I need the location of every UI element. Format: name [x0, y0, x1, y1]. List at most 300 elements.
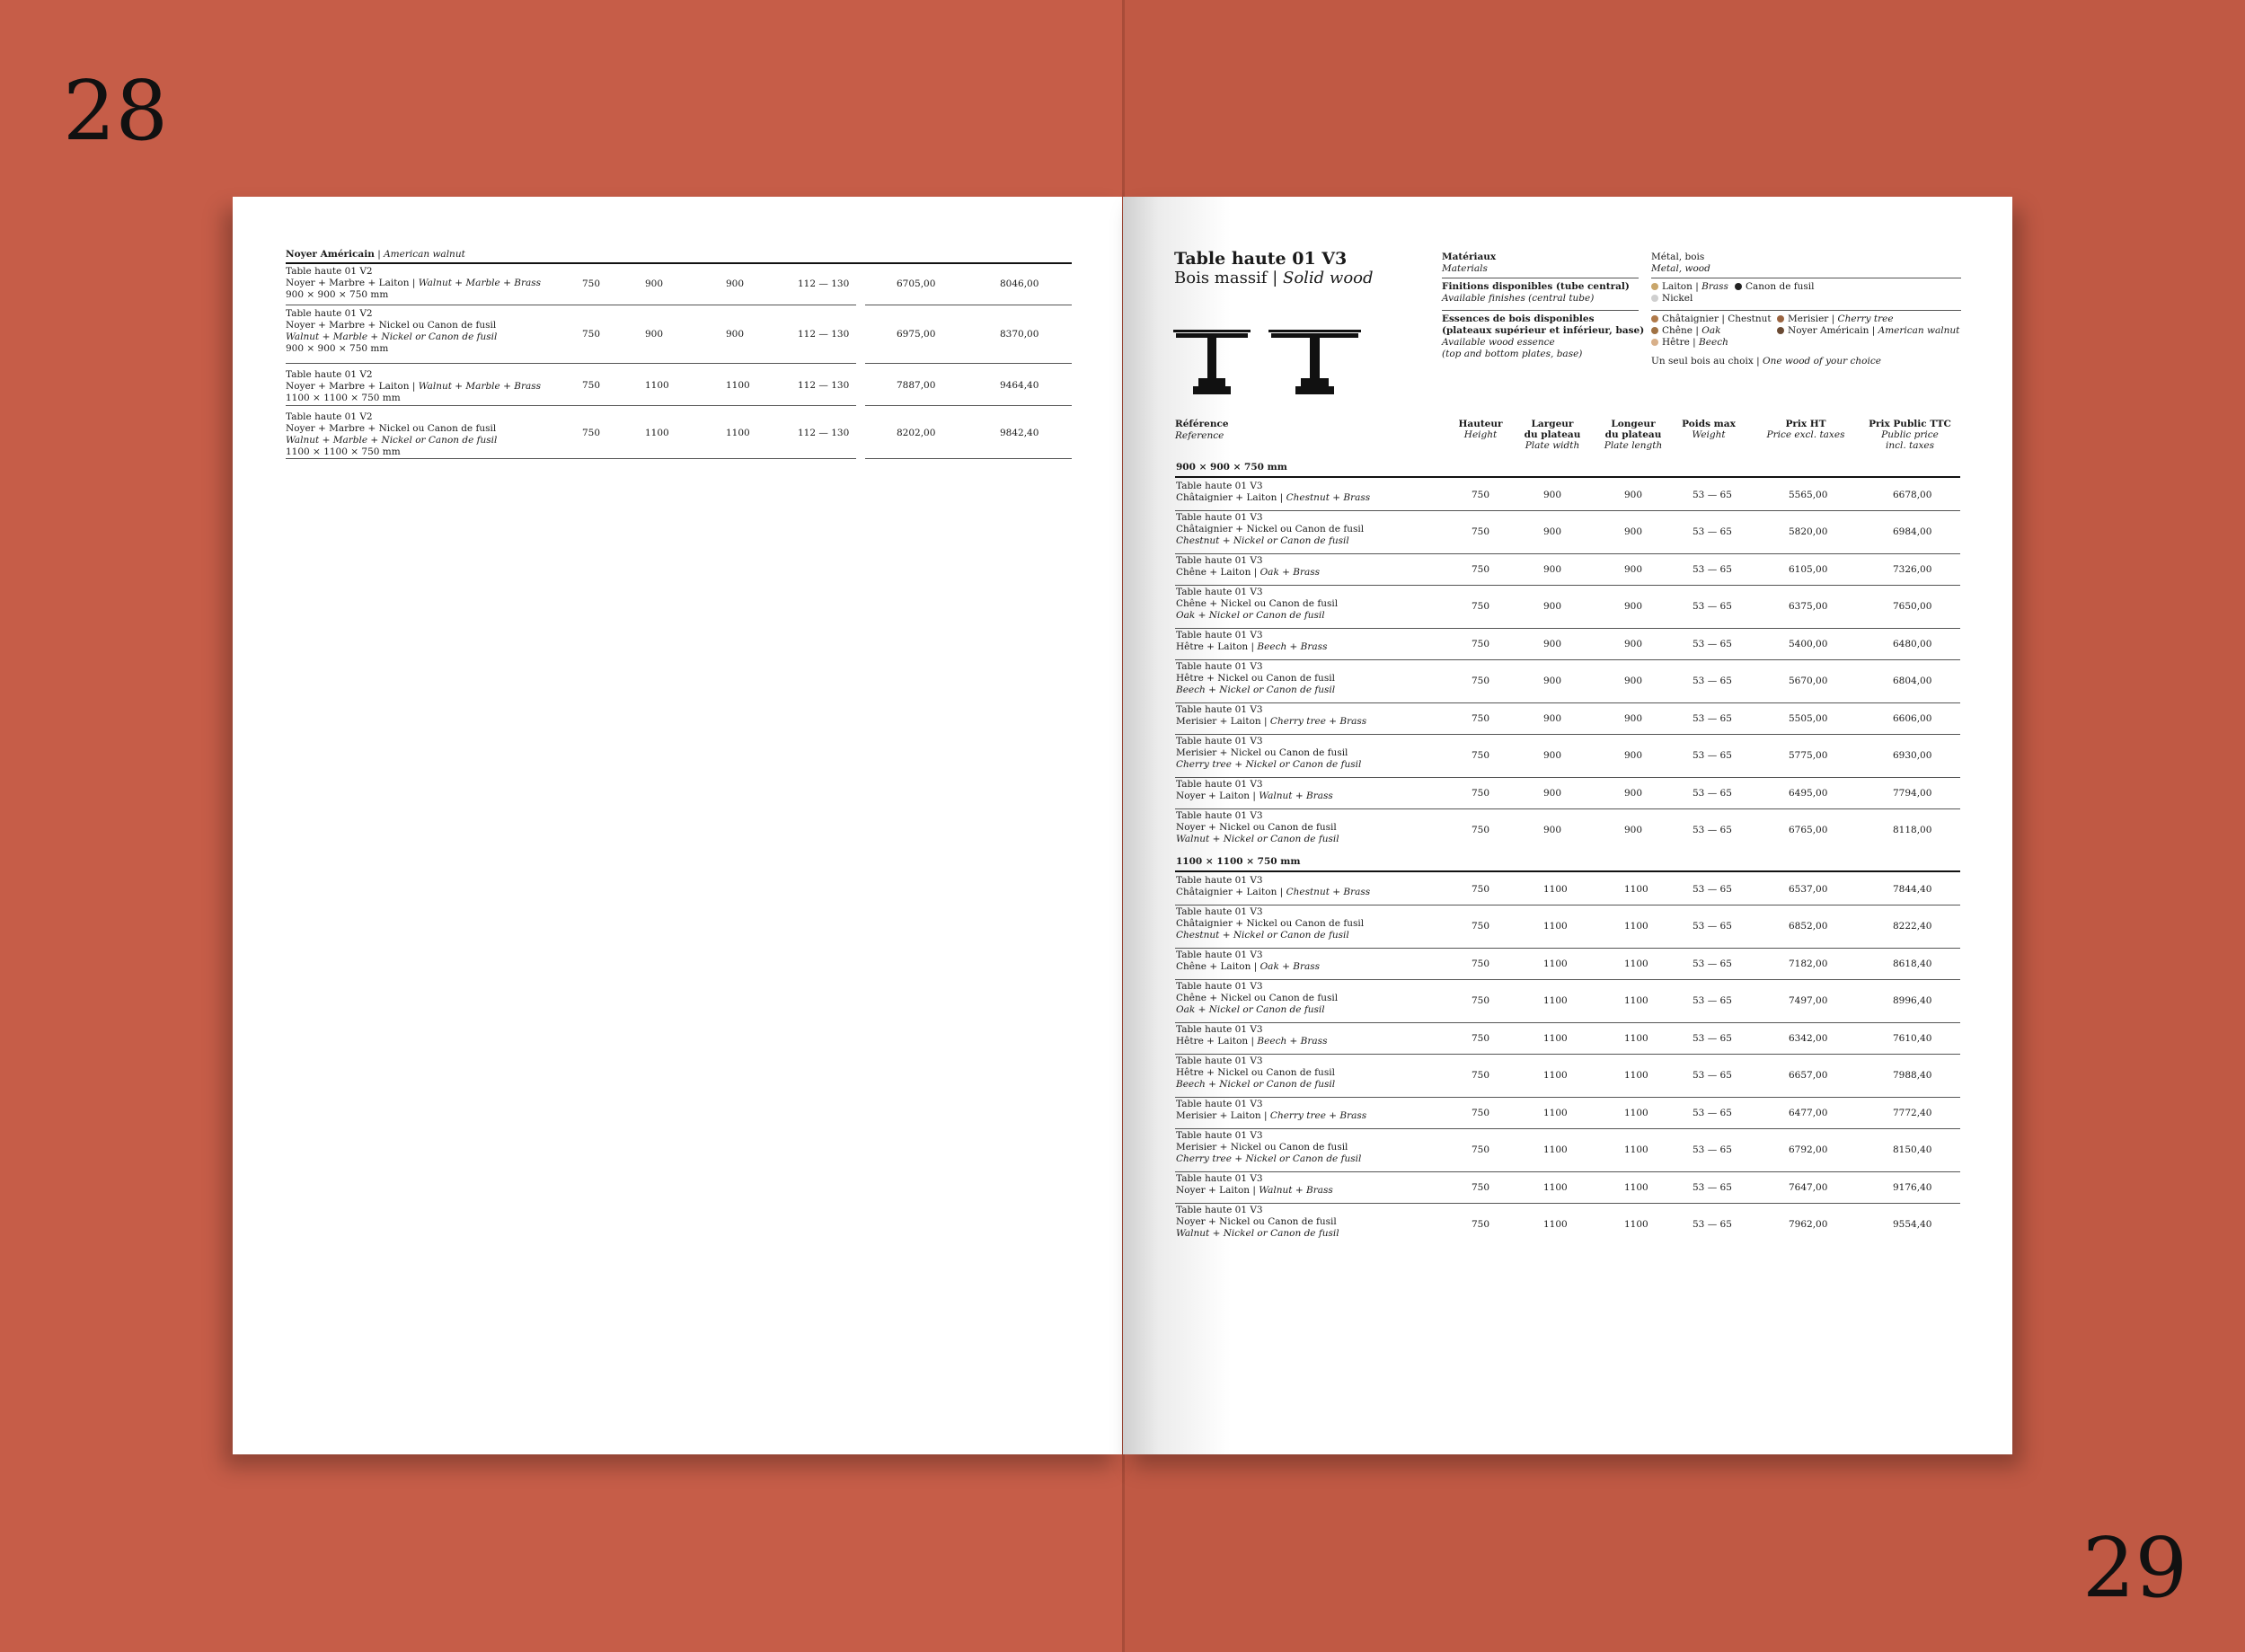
row-length: 900 [726, 329, 745, 340]
row-weight: 53 — 65 [1693, 713, 1732, 724]
row-materials: Merisier + Laiton | Cherry tree + Brass [1176, 716, 1367, 727]
specs-divider [1651, 310, 1961, 311]
row-length: 1100 [1624, 1108, 1648, 1118]
row-weight: 53 — 65 [1693, 884, 1732, 895]
wood-name-en: Chestnut [1728, 314, 1772, 324]
row-name: Table haute 01 V3 [1176, 587, 1263, 597]
row-reference [1176, 704, 1436, 728]
row-name: Table haute 01 V3 [1176, 736, 1263, 746]
row-weight: 53 — 65 [1693, 526, 1732, 537]
row-weight: 53 — 65 [1693, 1108, 1732, 1118]
header-weight-fr: Poids max [1682, 419, 1736, 429]
row-materials-en: Chestnut + Brass [1286, 492, 1371, 503]
row-reference [1176, 1099, 1436, 1122]
row-price-ttc: 6606,00 [1893, 713, 1932, 724]
row-materials-fr: Noyer + Marbre + Nickel ou Canon de fusil [286, 320, 497, 331]
row-height: 750 [1472, 1144, 1490, 1155]
table-row [1175, 905, 1960, 949]
row-materials: Noyer + Laiton | Walnut + Brass [1176, 1185, 1333, 1196]
row-reference [286, 411, 582, 458]
row-divider [865, 458, 1072, 459]
row-name: Table haute 01 V3 [1176, 481, 1263, 491]
wood-choice-fr: Un seul bois au choix [1651, 356, 1754, 367]
canon-swatch-icon [1735, 283, 1742, 290]
row-materials-fr: Chêne + Laiton [1176, 567, 1251, 578]
table-drawing-front-icon [1173, 330, 1251, 394]
row-price-ttc: 8996,40 [1893, 995, 1932, 1006]
table-row [1175, 1171, 1960, 1204]
row-price-ht: 6105,00 [1789, 564, 1828, 575]
finishes-list [1651, 281, 1957, 308]
row-price-ttc: 6804,00 [1893, 676, 1932, 686]
row-reference [286, 308, 582, 355]
row-materials-en: Beech + Brass [1257, 1036, 1328, 1047]
woods-label-en-line1: Available wood essence [1442, 337, 1555, 348]
row-divider [865, 363, 1072, 364]
row-materials-en: Walnut + Marble + Nickel or Canon de fusil [286, 435, 498, 446]
header-width-line2: du plateau [1524, 429, 1581, 440]
row-width: 900 [1543, 713, 1562, 724]
row-price-ht: 7647,00 [1789, 1182, 1828, 1193]
row-price-ht: 5775,00 [1789, 750, 1828, 761]
row-width: 900 [1543, 526, 1562, 537]
row-weight: 53 — 65 [1693, 1144, 1732, 1155]
row-materials [286, 423, 582, 435]
row-price-ht: 6375,00 [1789, 601, 1828, 612]
row-height: 750 [1472, 921, 1490, 932]
row-materials: Hêtre + Laiton | Beech + Brass [1176, 1036, 1328, 1047]
table-row [1175, 873, 1960, 906]
row-materials-fr: Noyer + Laiton [1176, 1185, 1251, 1196]
wood-choice-note: Un seul bois au choix | One wood of your choice [1651, 356, 1881, 367]
row-materials [286, 320, 582, 331]
laiton-swatch-icon [1651, 283, 1658, 290]
row-price-ttc: 9464,40 [1000, 380, 1039, 391]
row-reference [1176, 661, 1436, 696]
row-weight: 53 — 65 [1693, 1182, 1732, 1193]
row-materials-fr: Châtaignier + Laiton [1176, 887, 1277, 897]
row-materials: Noyer + Laiton | Walnut + Brass [1176, 791, 1333, 801]
header-length-en: Plate length [1604, 440, 1663, 451]
materials-label-fr: Matériaux [1442, 252, 1497, 262]
row-price-ht: 6477,00 [1789, 1108, 1828, 1118]
row-price-ttc: 9554,40 [1893, 1219, 1932, 1230]
row-length: 1100 [1624, 1182, 1648, 1193]
row-name: Table haute 01 V3 [1176, 1130, 1263, 1141]
row-materials: Noyer + Marbre + Laiton | Walnut + Marble + Brass [286, 381, 542, 392]
row-width: 1100 [1543, 921, 1568, 932]
row-materials-fr: Hêtre + Nickel ou Canon de fusil [1176, 673, 1335, 684]
row-price-ttc: 6984,00 [1893, 526, 1932, 537]
row-length: 900 [1624, 564, 1643, 575]
header-weight-en: Weight [1692, 429, 1726, 440]
beech-swatch-icon [1651, 339, 1658, 346]
row-length: 1100 [1624, 884, 1648, 895]
page-number-left: 28 [63, 63, 169, 159]
header-width [1516, 419, 1588, 451]
row-materials-fr: Merisier + Nickel ou Canon de fusil [1176, 1142, 1348, 1153]
row-length: 900 [1624, 490, 1643, 500]
row-price-ttc: 8046,00 [1000, 278, 1039, 289]
row-weight: 53 — 65 [1693, 825, 1732, 835]
row-materials-fr: Merisier + Laiton [1176, 1110, 1261, 1121]
header-ref-en: Reference [1175, 430, 1224, 441]
group-rule [1175, 476, 1960, 478]
row-weight: 53 — 65 [1693, 788, 1732, 799]
row-weight: 53 — 65 [1693, 564, 1732, 575]
table-row [1175, 659, 1960, 703]
row-materials-en: Chestnut + Nickel or Canon de fusil [1176, 930, 1349, 941]
row-price-ttc: 7988,40 [1893, 1070, 1932, 1081]
row-length: 1100 [726, 428, 750, 438]
woods-label [1442, 314, 1644, 360]
table-row [1175, 1128, 1960, 1172]
row-width: 900 [645, 278, 664, 289]
row-weight: 53 — 65 [1693, 959, 1732, 969]
row-height: 750 [1472, 884, 1490, 895]
row-name: Table haute 01 V3 [1176, 950, 1263, 960]
row-length: 900 [1624, 601, 1643, 612]
table-row [1175, 979, 1960, 1023]
header-ttc-fr: Prix Public TTC [1869, 419, 1951, 429]
finishes-label [1442, 281, 1630, 305]
header-length [1597, 419, 1669, 451]
header-reference [1175, 419, 1229, 442]
row-weight: 53 — 65 [1693, 750, 1732, 761]
row-materials: Hêtre + Laiton | Beech + Brass [1176, 641, 1328, 652]
finish-canon [1735, 281, 1815, 293]
product-heading [1174, 249, 1374, 288]
row-price-ht: 5400,00 [1789, 639, 1828, 649]
section-separator: | [374, 249, 384, 260]
row-name: Table haute 01 V3 [1176, 1099, 1263, 1109]
table-row [1175, 1203, 1960, 1246]
materials-value [1651, 252, 1710, 275]
row-price-ttc: 7772,40 [1893, 1108, 1932, 1118]
row-materials-fr: Noyer + Marbre + Laiton [286, 278, 410, 288]
row-weight: 53 — 65 [1693, 1033, 1732, 1044]
wood-name: Noyer Américain [1788, 325, 1869, 336]
table-row [1175, 808, 1960, 852]
row-materials-fr: Merisier + Laiton [1176, 716, 1261, 727]
row-length: 900 [1624, 676, 1643, 686]
wood-chataignier: Châtaignier | Chestnut [1651, 314, 1772, 325]
header-height-en: Height [1463, 429, 1498, 440]
finish-name-en: Brass [1701, 281, 1728, 292]
row-reference [1176, 950, 1436, 973]
row-weight: 53 — 65 [1693, 639, 1732, 649]
row-price-ttc: 9842,40 [1000, 428, 1039, 438]
left-table-row [286, 308, 1072, 363]
row-height: 750 [582, 329, 601, 340]
row-materials-en: Oak + Nickel or Canon de fusil [1176, 1004, 1325, 1015]
row-length: 900 [1624, 788, 1643, 799]
row-materials-fr: Noyer + Marbre + Nickel ou Canon de fusil [286, 423, 497, 434]
row-length: 1100 [1624, 1219, 1648, 1230]
row-reference [1176, 875, 1436, 898]
row-width: 1100 [1543, 1033, 1568, 1044]
row-materials-fr: Chêne + Laiton [1176, 961, 1251, 972]
row-height: 750 [582, 428, 601, 438]
row-materials-en: Walnut + Marble + Brass [418, 381, 542, 392]
table-row [1175, 1022, 1960, 1055]
row-materials-en: Walnut + Marble + Nickel or Canon de fusil [286, 331, 498, 342]
cherry-swatch-icon [1777, 315, 1784, 322]
left-section-header [286, 249, 1072, 264]
row-reference [1176, 1130, 1436, 1165]
row-materials-fr: Merisier + Nickel ou Canon de fusil [1176, 747, 1348, 758]
woods-label-line1: Essences de bois disponibles [1442, 314, 1595, 324]
table-row [1175, 1054, 1960, 1098]
wood-name-en: Cherry tree [1837, 314, 1894, 324]
wood-chene: Chêne | Oak [1651, 325, 1720, 337]
header-weight [1673, 419, 1745, 440]
header-price-ht [1761, 419, 1851, 440]
row-price-ht: 6975,00 [897, 329, 936, 340]
section-title: Noyer Américain [286, 249, 375, 260]
table-row [1175, 628, 1960, 660]
row-materials-en: Walnut + Brass [1259, 791, 1333, 801]
row-materials-en: Walnut + Nickel or Canon de fusil [1176, 1228, 1339, 1239]
row-price-ht: 6792,00 [1789, 1144, 1828, 1155]
row-reference [1176, 810, 1436, 845]
row-price-ttc: 7650,00 [1893, 601, 1932, 612]
product-subtitle [1174, 269, 1374, 288]
row-materials-en: Oak + Brass [1259, 961, 1321, 972]
header-height [1445, 419, 1516, 440]
row-weight: 53 — 65 [1693, 490, 1732, 500]
wood-noyer: Noyer Américain | American walnut [1777, 325, 1959, 337]
left-table-row [286, 266, 1072, 305]
row-price-ttc: 8618,40 [1893, 959, 1932, 969]
materials-value-en: Metal, wood [1651, 263, 1710, 274]
row-name: Table haute 01 V3 [1176, 1173, 1263, 1184]
row-width: 900 [1543, 676, 1562, 686]
row-height: 750 [1472, 959, 1490, 969]
row-name: Table haute 01 V3 [1176, 704, 1263, 715]
header-length-line1: Longeur [1611, 419, 1656, 429]
table-drawings [1173, 330, 1362, 398]
row-materials-en: Beech + Nickel or Canon de fusil [1176, 1079, 1336, 1090]
wood-choice-en: One wood of your choice [1762, 356, 1881, 367]
table-row [1175, 510, 1960, 554]
row-width: 900 [1543, 639, 1562, 649]
row-materials-en: Oak + Nickel or Canon de fusil [1176, 610, 1325, 621]
row-materials-fr: Châtaignier + Nickel ou Canon de fusil [1176, 524, 1365, 534]
row-reference [1176, 1024, 1436, 1047]
row-materials: Merisier + Laiton | Cherry tree + Brass [1176, 1110, 1367, 1121]
row-name: Table haute 01 V3 [1176, 981, 1263, 992]
row-width: 900 [1543, 564, 1562, 575]
row-price-ttc: 7794,00 [1893, 788, 1932, 799]
row-materials-en: Walnut + Brass [1259, 1185, 1333, 1196]
row-weight: 112 — 130 [798, 380, 850, 391]
row-price-ttc: 9176,40 [1893, 1182, 1932, 1193]
row-weight: 53 — 65 [1693, 995, 1732, 1006]
row-length: 900 [1624, 639, 1643, 649]
row-name: Table haute 01 V3 [1176, 1024, 1263, 1035]
row-name: Table haute 01 V3 [1176, 1205, 1263, 1215]
oak-swatch-icon [1651, 327, 1658, 334]
row-name: Table haute 01 V3 [1176, 661, 1263, 672]
wood-name: Chêne [1662, 325, 1693, 336]
subtitle-fr: Bois massif [1174, 269, 1268, 287]
row-length: 1100 [1624, 1070, 1648, 1081]
row-materials-fr: Noyer + Nickel ou Canon de fusil [1176, 1216, 1337, 1227]
row-weight: 53 — 65 [1693, 1219, 1732, 1230]
row-price-ht: 7962,00 [1789, 1219, 1828, 1230]
finish-name: Canon de fusil [1746, 281, 1815, 292]
row-price-ht: 6537,00 [1789, 884, 1828, 895]
row-price-ttc: 7844,40 [1893, 884, 1932, 895]
row-reference [286, 266, 582, 301]
row-reference [1176, 906, 1436, 941]
materials-label-en: Materials [1442, 263, 1488, 274]
left-table-row [286, 369, 1072, 405]
row-length: 900 [1624, 526, 1643, 537]
finish-name: Nickel [1662, 293, 1693, 304]
row-width: 1100 [1543, 1108, 1568, 1118]
row-weight: 53 — 65 [1693, 921, 1732, 932]
row-name: Table haute 01 V2 [286, 308, 373, 319]
wood-name: Merisier [1788, 314, 1829, 324]
group-label: 900 × 900 × 750 mm [1176, 462, 1287, 473]
row-weight: 112 — 130 [798, 278, 850, 289]
header-width-line1: Largeur [1531, 419, 1574, 429]
wood-name-en: Beech [1699, 337, 1728, 348]
row-name: Table haute 01 V2 [286, 369, 373, 380]
row-height: 750 [1472, 713, 1490, 724]
row-length: 900 [1624, 713, 1643, 724]
table-row [1175, 553, 1960, 586]
row-materials: Châtaignier + Laiton | Chestnut + Brass [1176, 887, 1371, 897]
row-width: 1100 [1543, 1182, 1568, 1193]
row-materials-fr: Noyer + Marbre + Laiton [286, 381, 410, 392]
row-width: 1100 [1543, 1144, 1568, 1155]
header-length-line2: du plateau [1604, 429, 1662, 440]
wood-name-en: American walnut [1878, 325, 1960, 336]
row-name: Table haute 01 V3 [1176, 630, 1263, 640]
row-materials-fr: Chêne + Nickel ou Canon de fusil [1176, 993, 1339, 1003]
table-drawing-side-icon [1268, 330, 1361, 394]
header-ref-fr: Référence [1175, 419, 1229, 429]
row-price-ht: 8202,00 [897, 428, 936, 438]
row-reference [1176, 587, 1436, 622]
header-height-fr: Hauteur [1458, 419, 1503, 429]
row-price-ht: 7497,00 [1789, 995, 1828, 1006]
row-name: Table haute 01 V3 [1176, 1056, 1263, 1066]
row-height: 750 [582, 380, 601, 391]
chestnut-swatch-icon [1651, 315, 1658, 322]
row-reference [1176, 555, 1436, 579]
row-price-ht: 6657,00 [1789, 1070, 1828, 1081]
row-reference [1176, 630, 1436, 653]
wood-hetre: Hêtre | Beech [1651, 337, 1728, 349]
wood-merisier: Merisier | Cherry tree [1777, 314, 1894, 325]
row-price-ttc: 6678,00 [1893, 490, 1932, 500]
group-rule [1175, 870, 1960, 872]
row-weight: 112 — 130 [798, 329, 850, 340]
row-height: 750 [1472, 490, 1490, 500]
wood-name-en: Oak [1701, 325, 1721, 336]
row-materials-fr: Châtaignier + Nickel ou Canon de fusil [1176, 918, 1365, 929]
row-price-ht: 6705,00 [897, 278, 936, 289]
row-price-ttc: 7326,00 [1893, 564, 1932, 575]
row-materials-fr: Noyer + Nickel ou Canon de fusil [1176, 822, 1337, 833]
row-reference [1176, 1205, 1436, 1240]
table-row [1175, 777, 1960, 809]
row-price-ht: 6495,00 [1789, 788, 1828, 799]
row-divider [286, 363, 856, 364]
row-materials: Noyer + Marbre + Laiton | Walnut + Marble + Brass [286, 278, 542, 288]
finish-nickel [1651, 293, 1693, 305]
left-table-row [286, 411, 1072, 458]
finishes-label-fr: Finitions disponibles (tube central) [1442, 281, 1630, 292]
section-title-en: American walnut [384, 249, 465, 260]
row-divider [865, 405, 1072, 406]
materials-label [1442, 252, 1496, 275]
row-name: Table haute 01 V3 [1176, 512, 1263, 523]
row-name: Table haute 01 V2 [286, 411, 373, 422]
finish-laiton: Laiton | Brass [1651, 281, 1728, 293]
row-price-ht: 5565,00 [1789, 490, 1828, 500]
row-reference [1176, 981, 1436, 1016]
header-ttc-en-line2: incl. taxes [1885, 440, 1935, 451]
finishes-label-en: Available finishes (central tube) [1442, 293, 1595, 304]
row-materials: Chêne + Laiton | Oak + Brass [1176, 961, 1321, 972]
nickel-swatch-icon [1651, 295, 1658, 302]
row-materials-en: Beech + Nickel or Canon de fusil [1176, 685, 1336, 695]
table-row [1175, 585, 1960, 629]
row-height: 750 [1472, 639, 1490, 649]
header-ht-en: Price excl. taxes [1766, 429, 1845, 440]
row-materials-fr: Hêtre + Laiton [1176, 641, 1249, 652]
row-name: Table haute 01 V3 [1176, 779, 1263, 790]
row-width: 900 [1543, 601, 1562, 612]
row-name: Table haute 01 V3 [1176, 810, 1263, 821]
row-length: 900 [1624, 750, 1643, 761]
table-row [1175, 1097, 1960, 1129]
row-width: 900 [1543, 750, 1562, 761]
row-reference [1176, 736, 1436, 771]
finish-name: Laiton [1662, 281, 1693, 292]
walnut-swatch-icon [1777, 327, 1784, 334]
header-ttc-en-line1: Public price [1881, 429, 1939, 440]
row-length: 1100 [1624, 921, 1648, 932]
row-height: 750 [1472, 788, 1490, 799]
table-row [1175, 948, 1960, 980]
row-length: 1100 [1624, 959, 1648, 969]
row-size: 900 × 900 × 750 mm [286, 289, 389, 300]
row-price-ht: 7887,00 [897, 380, 936, 391]
row-width: 1100 [645, 428, 669, 438]
row-weight: 53 — 65 [1693, 676, 1732, 686]
row-name: Table haute 01 V3 [1176, 875, 1263, 886]
row-height: 750 [1472, 825, 1490, 835]
row-size: 1100 × 1100 × 750 mm [286, 393, 401, 403]
row-length: 900 [1624, 825, 1643, 835]
row-materials-en: Cherry tree + Nickel or Canon de fusil [1176, 1153, 1362, 1164]
row-name: Table haute 01 V2 [286, 266, 373, 277]
row-height: 750 [1472, 750, 1490, 761]
row-price-ttc: 8222,40 [1893, 921, 1932, 932]
table-row [1175, 479, 1960, 511]
row-name: Table haute 01 V3 [1176, 906, 1263, 917]
subtitle-separator: | [1267, 269, 1283, 287]
row-height: 750 [1472, 1108, 1490, 1118]
row-materials-en: Chestnut + Brass [1286, 887, 1371, 897]
row-materials-en: Oak + Brass [1259, 567, 1321, 578]
